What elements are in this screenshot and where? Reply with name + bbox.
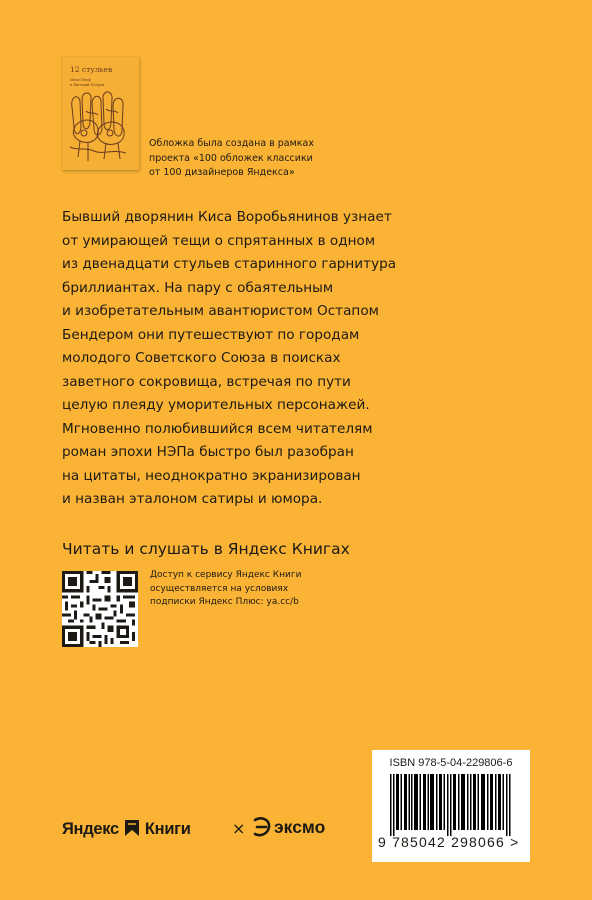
- isbn-text: ISBN 978-5-04-229806-6: [389, 757, 513, 769]
- eksmo-swirl-icon: [252, 816, 272, 838]
- thumbnail-title: 12 стульев: [70, 65, 113, 74]
- thumbnail-authors: Илья Ильф и Евгений Петров: [70, 78, 105, 87]
- qr-code[interactable]: [62, 571, 138, 647]
- eksmo-logo: эксмо: [252, 816, 325, 838]
- barcode-bars: [384, 774, 518, 836]
- access-note: Доступ к сервису Яндекс Книги осуществляется на условиях подписки Яндекс Плюс: ya.cc/b: [150, 570, 302, 607]
- cover-thumbnail: [62, 57, 139, 170]
- isbn-barcode: [372, 750, 530, 862]
- yandex-books-logo: Яндекс Книги: [62, 819, 191, 842]
- chairs-illustration: [66, 87, 134, 165]
- bookmark-icon: [123, 819, 141, 842]
- project-note: Обложка была создана в рамках проекта «100 обложек классики от 100 дизайнеров Яндекса»: [149, 138, 314, 178]
- publisher-logos: [62, 813, 362, 849]
- read-heading: Читать и слушать в Яндекс Книгах: [62, 540, 350, 558]
- book-description: Бывший дворянин Киса Воробьянинов узнает от умирающей тещи о спрятанных в одном из двенадцати стульев старинного гарнитура бриллиантах. На пару с обаятельным и изобретательным авантюристом Остапом Бендером они путешествуют по городам молодого Советского Союза в поисках заветного сокровища, встречая по пути целую плеяду уморительных персонажей. Мгновенно полюбившийся всем читателям роман эпохи НЭПа быстро был разобран на цитаты, неоднократно экранизирован и назван эталоном сатиры и юмора.: [62, 209, 397, 507]
- barcode-number: 9 785042 298066 >: [378, 834, 520, 850]
- times-sign: ×: [232, 819, 246, 838]
